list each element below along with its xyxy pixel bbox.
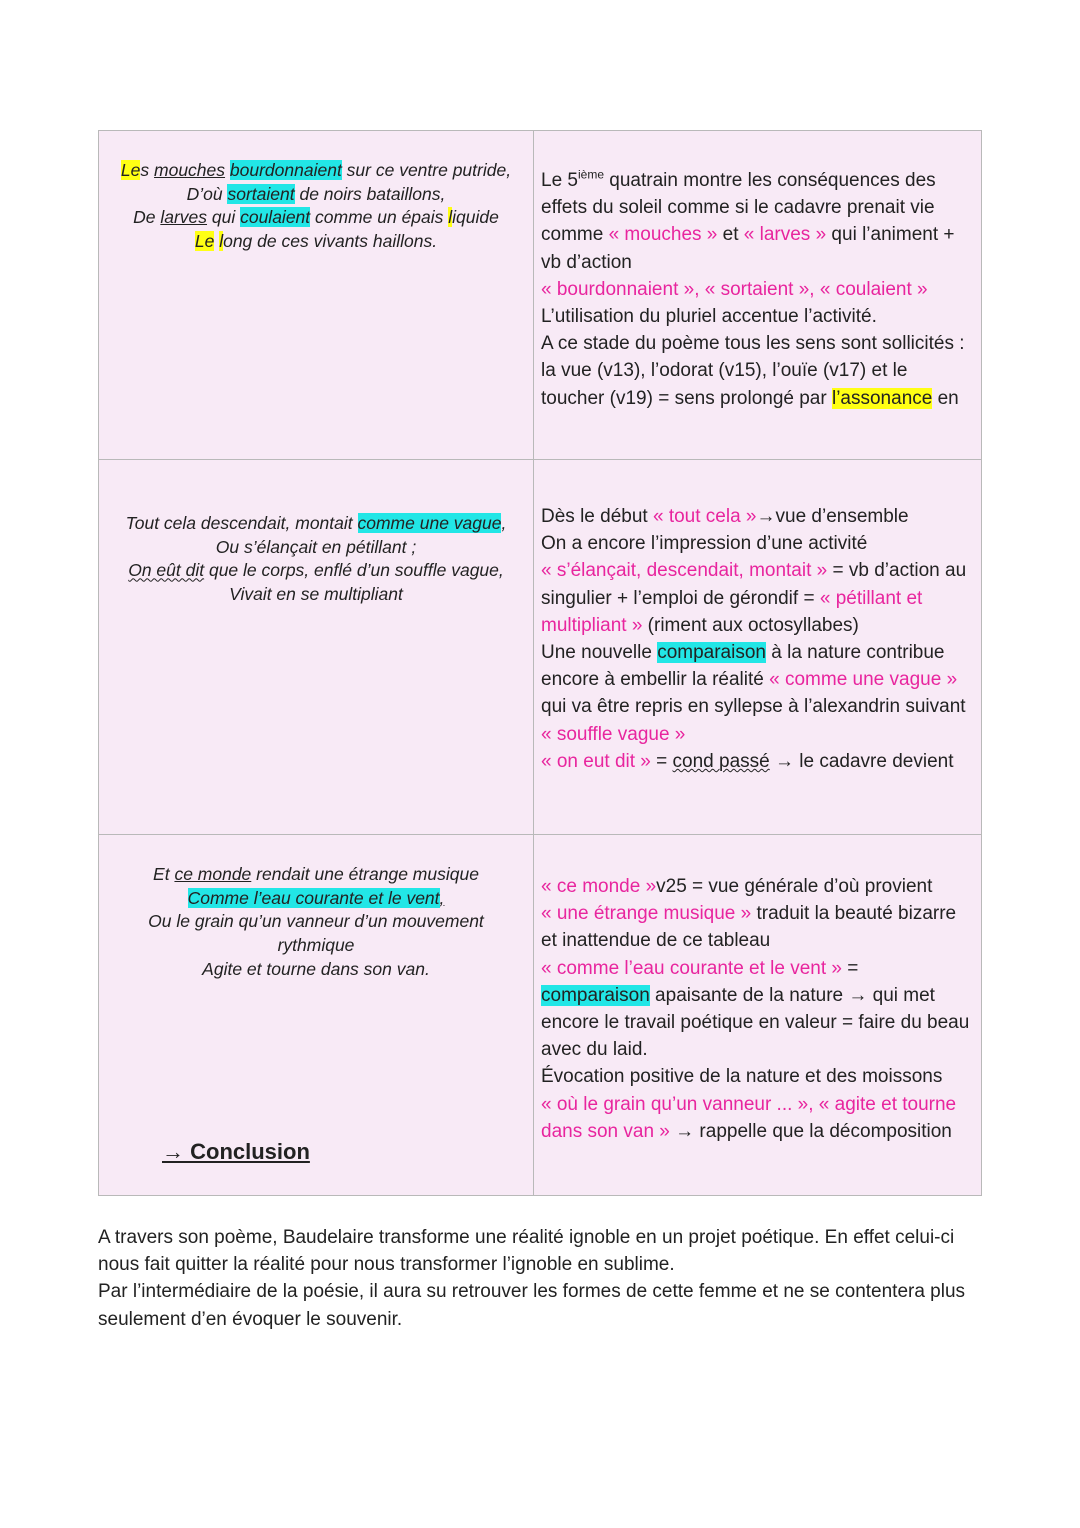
- poem-line: Et ce monde rendait une étrange musique: [153, 864, 479, 884]
- note-paragraph: « on eut dit » = cond passé → le cadavre devient: [541, 750, 954, 772]
- conclusion-text: [98, 1224, 988, 1333]
- quote-line: « souffle vague »: [541, 723, 686, 745]
- note-paragraph: Une nouvelle comparaison à la nature contribue encore à embellir la réalité « comme une vague » qui va être repris en syllepse à l’alexandrin suivant: [541, 642, 966, 718]
- note-paragraph: « où le grain qu’un vanneur ... », « agite et tourne dans son van » → rappelle que la décomposition: [541, 1093, 957, 1142]
- poem-line: Comme l’eau courante et le vent,: [187, 887, 445, 908]
- analysis-cell: [534, 460, 982, 835]
- table-row: [99, 460, 982, 835]
- poem-line: D’où sortaient de noirs bataillons,: [186, 183, 446, 204]
- poem-cell: [99, 131, 534, 460]
- note-paragraph: On a encore l’impression d’une activité: [541, 533, 868, 555]
- conclusion-paragraph: Par l’intermédiaire de la poésie, il aura su retrouver les formes de cette femme et ne se contentera plus seulement d’en évoquer le souvenir.: [98, 1281, 966, 1330]
- note-paragraph: Dès le début « tout cela »→vue d’ensemble: [541, 506, 909, 527]
- poem-line: Tout cela descendait, montait comme une vague,: [125, 513, 507, 533]
- analysis-cell: [534, 835, 982, 1196]
- table-row: [99, 131, 982, 460]
- analysis-table: [98, 130, 982, 1196]
- poem-line: Agite et tourne dans son van.: [202, 958, 430, 979]
- conclusion-heading: → Conclusion: [162, 1139, 310, 1164]
- poem-line: Le long de ces vivants haillons.: [194, 231, 438, 252]
- note-paragraph: « ce monde »v25 = vue générale d’où provient: [541, 876, 933, 897]
- poem-line: Ou le grain qu’un vanneur d’un mouvement: [148, 911, 484, 932]
- poem-line: On eût dit que le corps, enflé d’un souffle vague,: [128, 560, 504, 581]
- note-paragraph: Évocation positive de la nature et des moissons: [541, 1066, 943, 1088]
- poem-line: Vivait en se multipliant: [229, 584, 403, 605]
- note-paragraph: comparaison apaisante de la nature → qui met encore le travail poétique en valeur = faire du beau avec du laid.: [541, 984, 970, 1061]
- poem-line: De larves qui coulaient comme un épais liquide: [133, 207, 499, 228]
- note-paragraph: « s’élançait, descendait, montait » = vb d’action au singulier + l’emploi de gérondif = « pétillant et multipliant » (riment aux octosyllabes): [541, 560, 967, 636]
- note-paragraph: « une étrange musique » traduit la beauté bizarre et inattendue de ce tableau: [541, 903, 957, 952]
- poem-line: Les mouches bourdonnaient sur ce ventre putride,: [120, 160, 512, 180]
- poem-line: Ou s’élançait en pétillant ;: [215, 536, 417, 557]
- note-paragraph: A ce stade du poème tous les sens sont sollicités : la vue (v13), l’odorat (v15), l’ouïe (v17) et le toucher (v19) = sens prolongé par l’assonance en: [541, 333, 965, 409]
- poem-cell: [99, 460, 534, 835]
- note-paragraph: Le 5ième quatrain montre les conséquences des effets du soleil comme si le cadavre prenait vie comme « mouches » et « larves » qui l’animent + vb d’action: [541, 167, 955, 273]
- analysis-cell: [534, 131, 982, 460]
- poem-line: rythmique: [277, 935, 355, 956]
- conclusion-paragraph: A travers son poème, Baudelaire transforme une réalité ignoble en un projet poétique. En effet celui-ci nous fait quitter la réalité pour nous transformer l’ignoble en sublime.: [98, 1227, 955, 1276]
- note-paragraph: « comme l’eau courante et le vent » =: [541, 957, 859, 979]
- note-paragraph: L’utilisation du pluriel accentue l’activité.: [541, 306, 877, 328]
- quote-line: « bourdonnaient », « sortaient », « coulaient »: [541, 278, 928, 300]
